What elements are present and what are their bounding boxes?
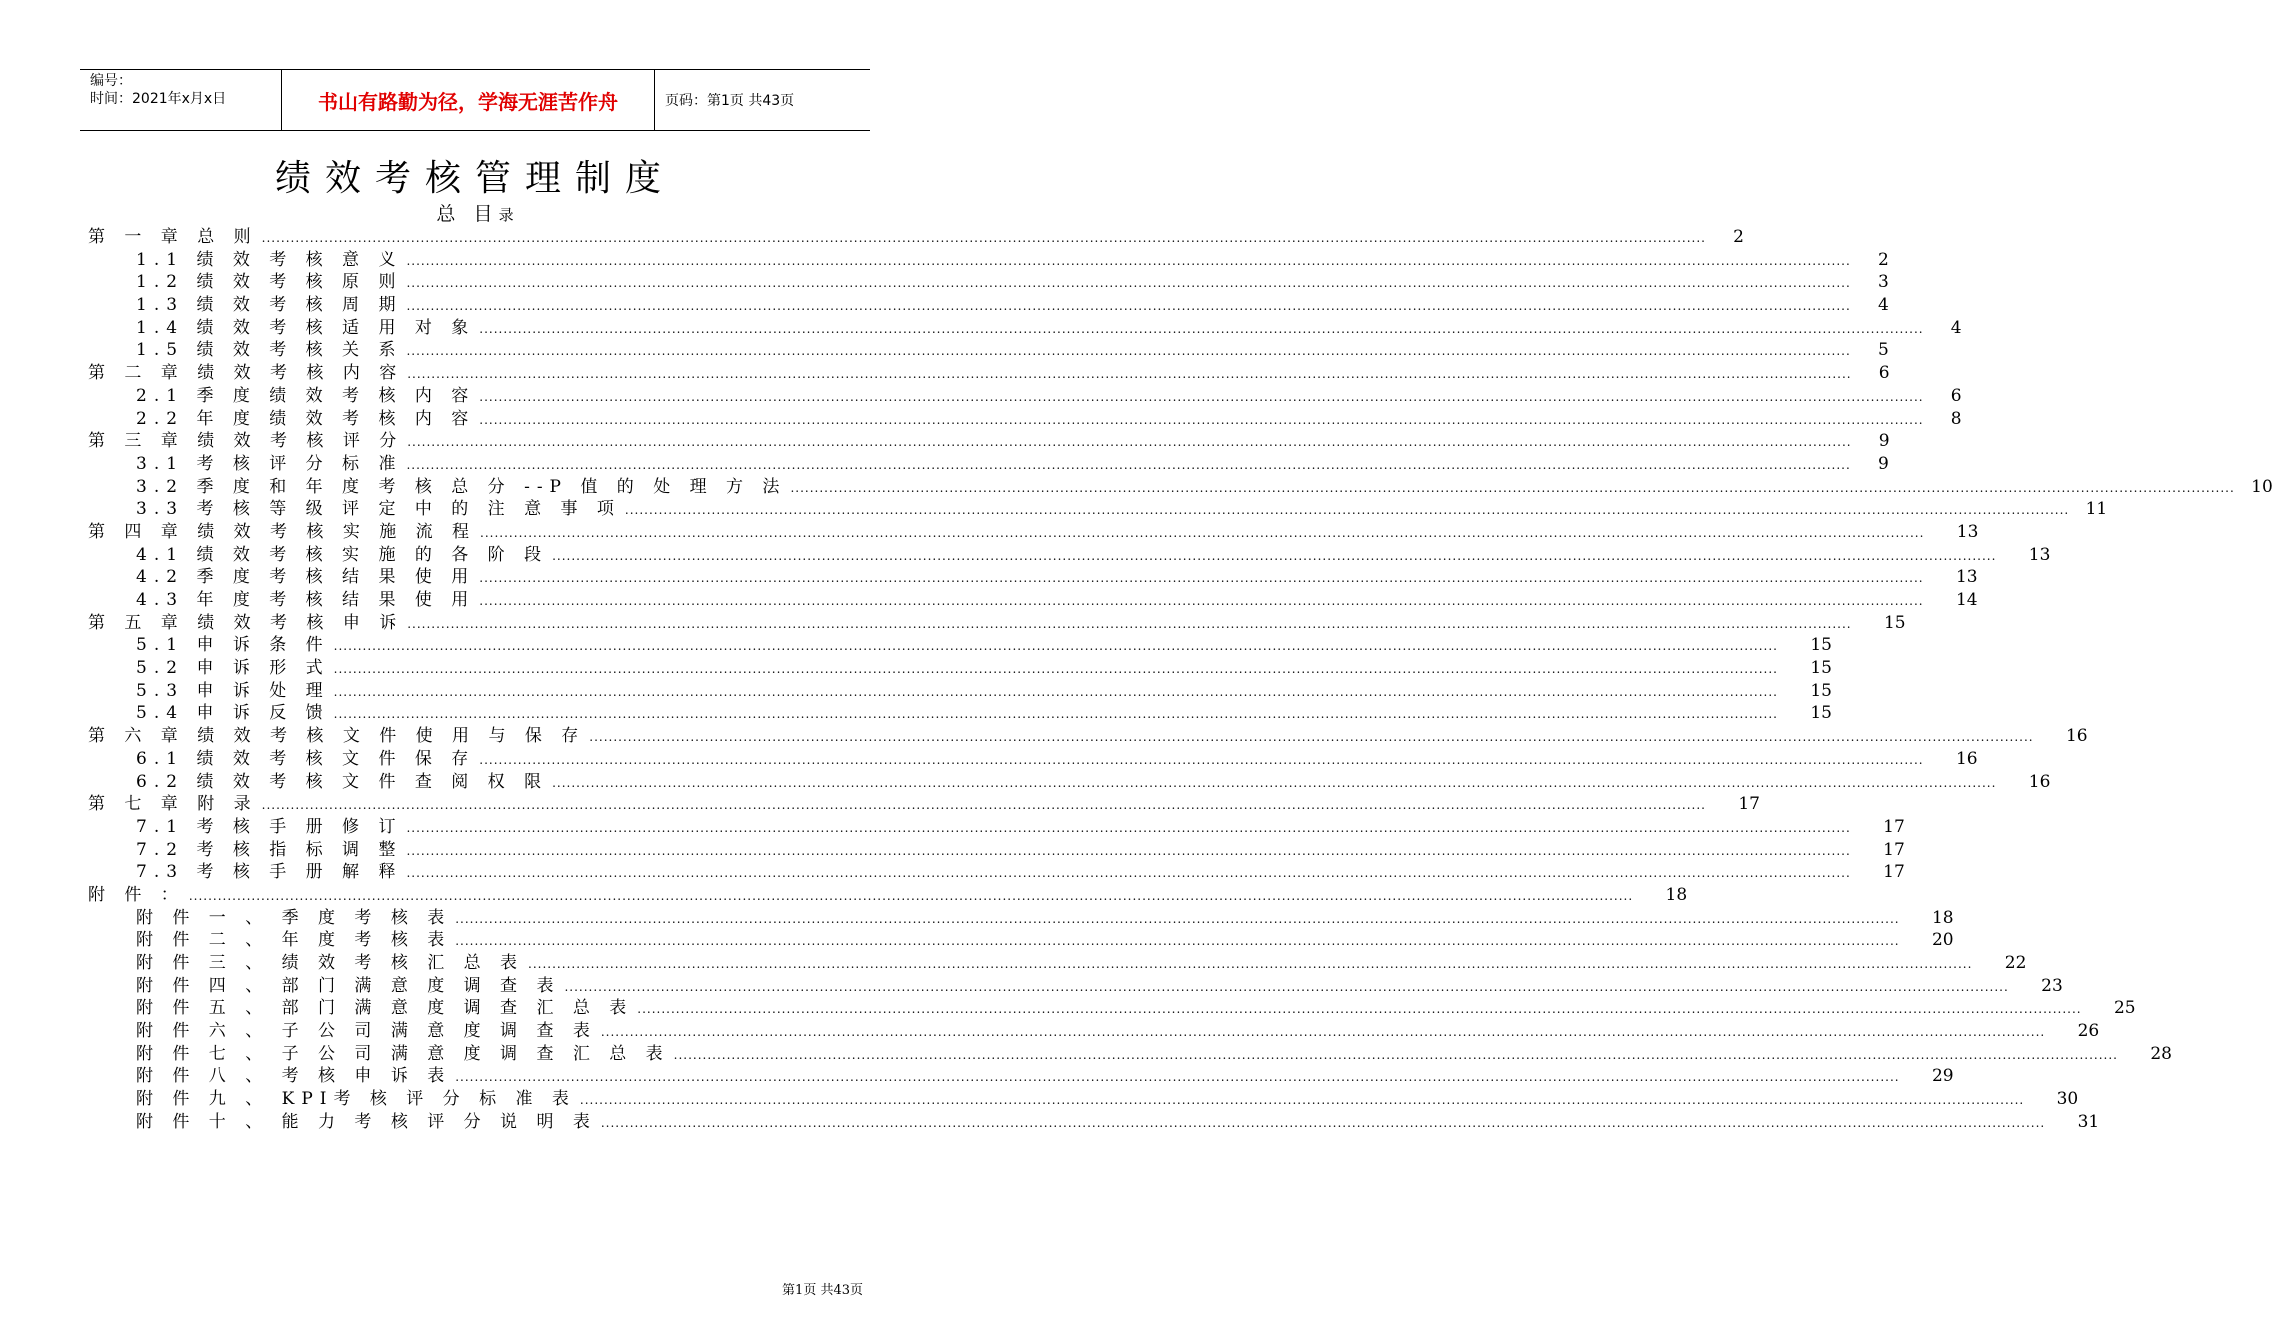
toc-entry-page: 18: [1665, 884, 1688, 905]
toc-leader-dots: ............................................................................................................................................................................................................................................................................................................: [637, 1002, 2082, 1017]
toc-entry-page: 17: [1883, 816, 1905, 837]
toc-leader-dots: ............................................................................................................................................................................................................................................................................................................: [479, 571, 1924, 586]
toc-entry-label: 3.3 考 核 等 级 评 定 中 的 注 意 事 项: [136, 499, 621, 520]
toc-entry-label: 1.4 绩 效 考 核 适 用 对 象: [136, 317, 476, 338]
toc-entry-label: 7.3 考 核 手 册 解 释: [136, 862, 403, 883]
number-label: 编号：: [90, 73, 132, 89]
toc-entry[interactable]: [88, 748, 1978, 771]
toc-entry-page: 4: [1950, 317, 1962, 338]
toc-entry-label: 附 件 九 、 KPI考 核 评 分 标 准 表: [136, 1089, 576, 1110]
toc-leader-dots: ............................................................................................................................................................................................................................................................................................................: [564, 979, 2009, 994]
toc-leader-dots: ............................................................................................................................................................................................................................................................................................................: [188, 888, 1634, 903]
toc-leader-dots: ............................................................................................................................................................................................................................................................................................................: [455, 1070, 1900, 1085]
toc-entry[interactable]: [88, 657, 1832, 680]
page-label: 页码：第1页 共43页: [665, 93, 795, 109]
toc-entry-label: 5.1 申 诉 条 件: [136, 635, 330, 656]
toc-entry-page: 11: [2085, 499, 2108, 520]
toc-entry[interactable]: [88, 1065, 1954, 1088]
toc-leader-dots: ............................................................................................................................................................................................................................................................................................................: [479, 321, 1924, 336]
toc-entry[interactable]: [88, 771, 2051, 794]
toc-entry-label: 5.2 申 诉 形 式: [136, 658, 330, 679]
toc-entry-page: 15: [1810, 680, 1832, 701]
toc-entry[interactable]: [88, 294, 1889, 317]
toc-entry[interactable]: [88, 566, 1978, 589]
toc-entry[interactable]: [88, 680, 1832, 703]
toc-entry[interactable]: [88, 1043, 2172, 1066]
toc-entry-label: 1.3 绩 效 考 核 周 期: [136, 295, 403, 316]
toc-entry[interactable]: [88, 907, 1954, 930]
toc-entry[interactable]: [88, 816, 1905, 839]
toc-entry-label: 1.1 绩 效 考 核 意 义: [136, 249, 403, 270]
toc-entry[interactable]: [88, 362, 1890, 385]
toc-leader-dots: ............................................................................................................................................................................................................................................................................................................: [406, 457, 1851, 472]
toc-leader-dots: ............................................................................................................................................................................................................................................................................................................: [579, 1093, 2025, 1108]
toc-entry[interactable]: [88, 544, 2051, 567]
toc-leader-dots: ............................................................................................................................................................................................................................................................................................................: [406, 276, 1851, 291]
toc-leader-dots: ............................................................................................................................................................................................................................................................................................................: [333, 707, 1778, 722]
toc-entry[interactable]: [88, 929, 1954, 952]
toc-leader-dots: ............................................................................................................................................................................................................................................................................................................: [479, 752, 1924, 767]
toc-entry-page: 17: [1883, 839, 1905, 860]
toc-entry-label: 第 四 章 绩 效 考 核 实 施 流 程: [88, 521, 477, 542]
toc-entry-page: 5: [1877, 340, 1889, 361]
toc-entry-label: 第 一 章 总 则: [88, 227, 258, 247]
toc-entry-label: 1.5 绩 效 考 核 关 系: [136, 340, 403, 361]
toc-entry[interactable]: [88, 339, 1889, 362]
toc-entry[interactable]: [88, 1111, 2100, 1134]
document-title: 绩效考核管理制度: [274, 158, 675, 199]
toc-heading: [0, 201, 950, 228]
toc-entry-label: 2.2 年 度 绩 效 考 核 内 容: [136, 408, 476, 429]
toc-entry-page: 13: [1955, 567, 1978, 588]
toc-entry-page: 18: [1931, 907, 1954, 928]
toc-leader-dots: ............................................................................................................................................................................................................................................................................................................: [790, 480, 2235, 495]
toc-leader-dots: ............................................................................................................................................................................................................................................................................................................: [406, 299, 1851, 314]
toc-entry-label: 附 件 十 、 能 力 考 核 评 分 说 明 表: [136, 1111, 597, 1132]
toc-entry-label: 第 三 章 绩 效 考 核 评 分: [88, 431, 404, 452]
toc-entry-label: 3.1 考 核 评 分 标 准: [136, 453, 403, 474]
toc-entry-page: 9: [1878, 431, 1890, 452]
table-of-contents: [88, 226, 2273, 1134]
toc-leader-dots: ............................................................................................................................................................................................................................................................................................................: [528, 957, 1973, 971]
toc-entry[interactable]: [88, 430, 1890, 453]
toc-entry[interactable]: [88, 725, 2088, 748]
toc-entry[interactable]: [88, 453, 1889, 476]
toc-entry-page: 3: [1877, 272, 1889, 293]
toc-entry-label: 5.3 申 诉 处 理: [136, 680, 330, 701]
toc-entry[interactable]: [88, 839, 1905, 862]
toc-entry[interactable]: [88, 521, 1979, 544]
toc-leader-dots: ............................................................................................................................................................................................................................................................................................................: [406, 253, 1851, 268]
toc-entry[interactable]: [88, 317, 1962, 340]
toc-entry[interactable]: [88, 634, 1832, 657]
toc-entry-page: 2: [1877, 249, 1889, 270]
toc-entry[interactable]: [88, 975, 2063, 998]
toc-entry-page: 15: [1883, 612, 1906, 633]
toc-entry-page: 16: [2065, 726, 2088, 747]
toc-entry-label: 4.3 年 度 考 核 结 果 使 用: [136, 590, 476, 610]
toc-entry[interactable]: [88, 589, 1978, 612]
toc-entry-page: 20: [1931, 930, 1954, 951]
toc-leader-dots: ............................................................................................................................................................................................................................................................................................................: [479, 412, 1924, 427]
toc-leader-dots: ............................................................................................................................................................................................................................................................................................................: [455, 911, 1900, 926]
toc-entry-label: 附 件 六 、 子 公 司 满 意 度 调 查 表: [136, 1021, 597, 1042]
toc-leader-dots: ............................................................................................................................................................................................................................................................................................................: [600, 1025, 2046, 1040]
toc-entry-page: 16: [2028, 771, 2051, 792]
toc-leader-dots: ............................................................................................................................................................................................................................................................................................................: [600, 1115, 2046, 1130]
motto: 书山有路勤为径，学海无涯苦作舟: [282, 70, 655, 130]
toc-entry[interactable]: [88, 702, 1832, 725]
toc-entry-label: 7.2 考 核 指 标 调 整: [136, 839, 403, 860]
toc-entry-label: 3.2 季 度 和 年 度 考 核 总 分 --P 值 的 处 理 方 法: [136, 476, 787, 497]
toc-entry-label: 5.4 申 诉 反 馈: [136, 703, 330, 724]
toc-entry-label: 附 件 五 、 部 门 满 意 度 调 查 汇 总 表: [136, 998, 634, 1019]
toc-entry-label: 附 件 ：: [88, 884, 185, 905]
toc-entry-page: 9: [1877, 453, 1889, 474]
toc-leader-dots: ............................................................................................................................................................................................................................................................................................................: [406, 344, 1851, 359]
toc-entry-page: 29: [1931, 1066, 1954, 1087]
toc-entry[interactable]: [88, 385, 1962, 408]
toc-entry-page: 15: [1810, 703, 1832, 724]
toc-entry-label: 附 件 三 、 绩 效 考 核 汇 总 表: [136, 953, 525, 973]
toc-entry[interactable]: [88, 226, 1744, 249]
toc-entry-page: 30: [2056, 1089, 2079, 1110]
toc-entry[interactable]: [88, 793, 1760, 816]
toc-entry-page: 4: [1877, 295, 1889, 316]
toc-entry-page: 6: [1950, 385, 1962, 406]
toc-leader-dots: ............................................................................................................................................................................................................................................................................................................: [407, 435, 1852, 450]
toc-entry-page: 23: [2041, 975, 2063, 996]
toc-entry[interactable]: [88, 861, 1905, 884]
time-label: 时间：2021年x月x日: [90, 91, 227, 107]
toc-leader-dots: ............................................................................................................................................................................................................................................................................................................: [624, 503, 2070, 518]
toc-heading-main: 总 目: [436, 203, 493, 225]
toc-entry[interactable]: [88, 1088, 2079, 1111]
toc-entry-page: 13: [2028, 544, 2051, 565]
toc-entry-label: 附 件 四 、 部 门 满 意 度 调 查 表: [136, 975, 561, 996]
header-left-cell: [80, 70, 282, 130]
toc-entry-page: 13: [1956, 521, 1979, 542]
toc-entry[interactable]: [88, 997, 2136, 1020]
toc-entry[interactable]: [88, 952, 2027, 975]
toc-leader-dots: ............................................................................................................................................................................................................................................................................................................: [455, 934, 1900, 949]
toc-entry-page: 22: [2004, 953, 2027, 973]
toc-leader-dots: ............................................................................................................................................................................................................................................................................................................: [552, 548, 1997, 563]
document-header: [80, 69, 870, 131]
toc-entry-label: 4.1 绩 效 考 核 实 施 的 各 阶 段: [136, 544, 549, 565]
toc-entry-page: 16: [1955, 748, 1978, 769]
toc-entry-page: 26: [2077, 1021, 2100, 1042]
toc-leader-dots: ............................................................................................................................................................................................................................................................................................................: [333, 662, 1778, 677]
toc-entry-label: 附 件 七 、 子 公 司 满 意 度 调 查 汇 总 表: [136, 1043, 670, 1064]
toc-entry-label: 7.1 考 核 手 册 修 订: [136, 816, 403, 837]
toc-entry[interactable]: [88, 476, 2273, 499]
toc-heading-small: 录: [498, 206, 514, 224]
toc-entry-label: 4.2 季 度 考 核 结 果 使 用: [136, 567, 476, 588]
toc-leader-dots: ............................................................................................................................................................................................................................................................................................................: [479, 594, 1924, 608]
toc-entry[interactable]: [88, 498, 2108, 521]
toc-entry[interactable]: [88, 612, 1906, 635]
toc-entry-page: 31: [2077, 1111, 2100, 1132]
toc-leader-dots: ............................................................................................................................................................................................................................................................................................................: [406, 843, 1851, 858]
toc-leader-dots: ............................................................................................................................................................................................................................................................................................................: [480, 525, 1925, 540]
toc-entry-label: 第 五 章 绩 效 考 核 申 诉: [88, 612, 404, 633]
toc-entry[interactable]: [88, 408, 1962, 431]
toc-leader-dots: ............................................................................................................................................................................................................................................................................................................: [552, 775, 1997, 790]
toc-entry[interactable]: [88, 249, 1889, 272]
toc-entry-page: 2: [1733, 227, 1744, 247]
toc-entry-label: 第 六 章 绩 效 考 核 文 件 使 用 与 保 存: [88, 726, 586, 747]
toc-entry-page: 28: [2150, 1043, 2172, 1064]
toc-entry-label: 6.1 绩 效 考 核 文 件 保 存: [136, 748, 476, 769]
page-footer: 第1页 共43页: [782, 1283, 863, 1298]
toc-leader-dots: ............................................................................................................................................................................................................................................................................................................: [261, 231, 1706, 245]
toc-entry-label: 2.1 季 度 绩 效 考 核 内 容: [136, 385, 476, 406]
toc-entry-label: 1.2 绩 效 考 核 原 则: [136, 272, 403, 293]
toc-leader-dots: ............................................................................................................................................................................................................................................................................................................: [407, 367, 1852, 382]
toc-leader-dots: ............................................................................................................................................................................................................................................................................................................: [589, 730, 2034, 745]
toc-leader-dots: ............................................................................................................................................................................................................................................................................................................: [333, 639, 1778, 654]
toc-entry-page: 17: [1738, 794, 1760, 815]
toc-entry-page: 15: [1810, 635, 1832, 656]
toc-entry-label: 第 七 章 附 录: [88, 794, 258, 815]
toc-leader-dots: ............................................................................................................................................................................................................................................................................................................: [333, 684, 1778, 699]
toc-entry[interactable]: [88, 271, 1889, 294]
toc-entry-page: 14: [1955, 590, 1978, 610]
toc-entry-label: 第 二 章 绩 效 考 核 内 容: [88, 363, 404, 384]
toc-leader-dots: ............................................................................................................................................................................................................................................................................................................: [479, 389, 1924, 404]
toc-entry-page: 17: [1883, 862, 1905, 883]
toc-leader-dots: ............................................................................................................................................................................................................................................................................................................: [407, 616, 1852, 631]
toc-entry-page: 15: [1810, 658, 1832, 679]
toc-entry[interactable]: [88, 1020, 2100, 1043]
toc-leader-dots: ............................................................................................................................................................................................................................................................................................................: [406, 820, 1851, 835]
toc-entry-label: 6.2 绩 效 考 核 文 件 查 阅 权 限: [136, 771, 549, 792]
toc-leader-dots: ............................................................................................................................................................................................................................................................................................................: [261, 798, 1706, 813]
toc-entry[interactable]: [88, 884, 1688, 907]
toc-entry-page: 10: [2251, 476, 2273, 497]
toc-entry-page: 25: [2113, 998, 2136, 1019]
toc-leader-dots: ............................................................................................................................................................................................................................................................................................................: [406, 866, 1851, 881]
toc-leader-dots: ............................................................................................................................................................................................................................................................................................................: [673, 1047, 2118, 1062]
toc-entry-label: 附 件 八 、 考 核 申 诉 表: [136, 1066, 452, 1087]
toc-entry-label: 附 件 一 、 季 度 考 核 表: [136, 907, 452, 928]
toc-entry-page: 6: [1878, 363, 1890, 384]
toc-entry-page: 8: [1950, 408, 1962, 429]
toc-entry-label: 附 件 二 、 年 度 考 核 表: [136, 930, 452, 951]
